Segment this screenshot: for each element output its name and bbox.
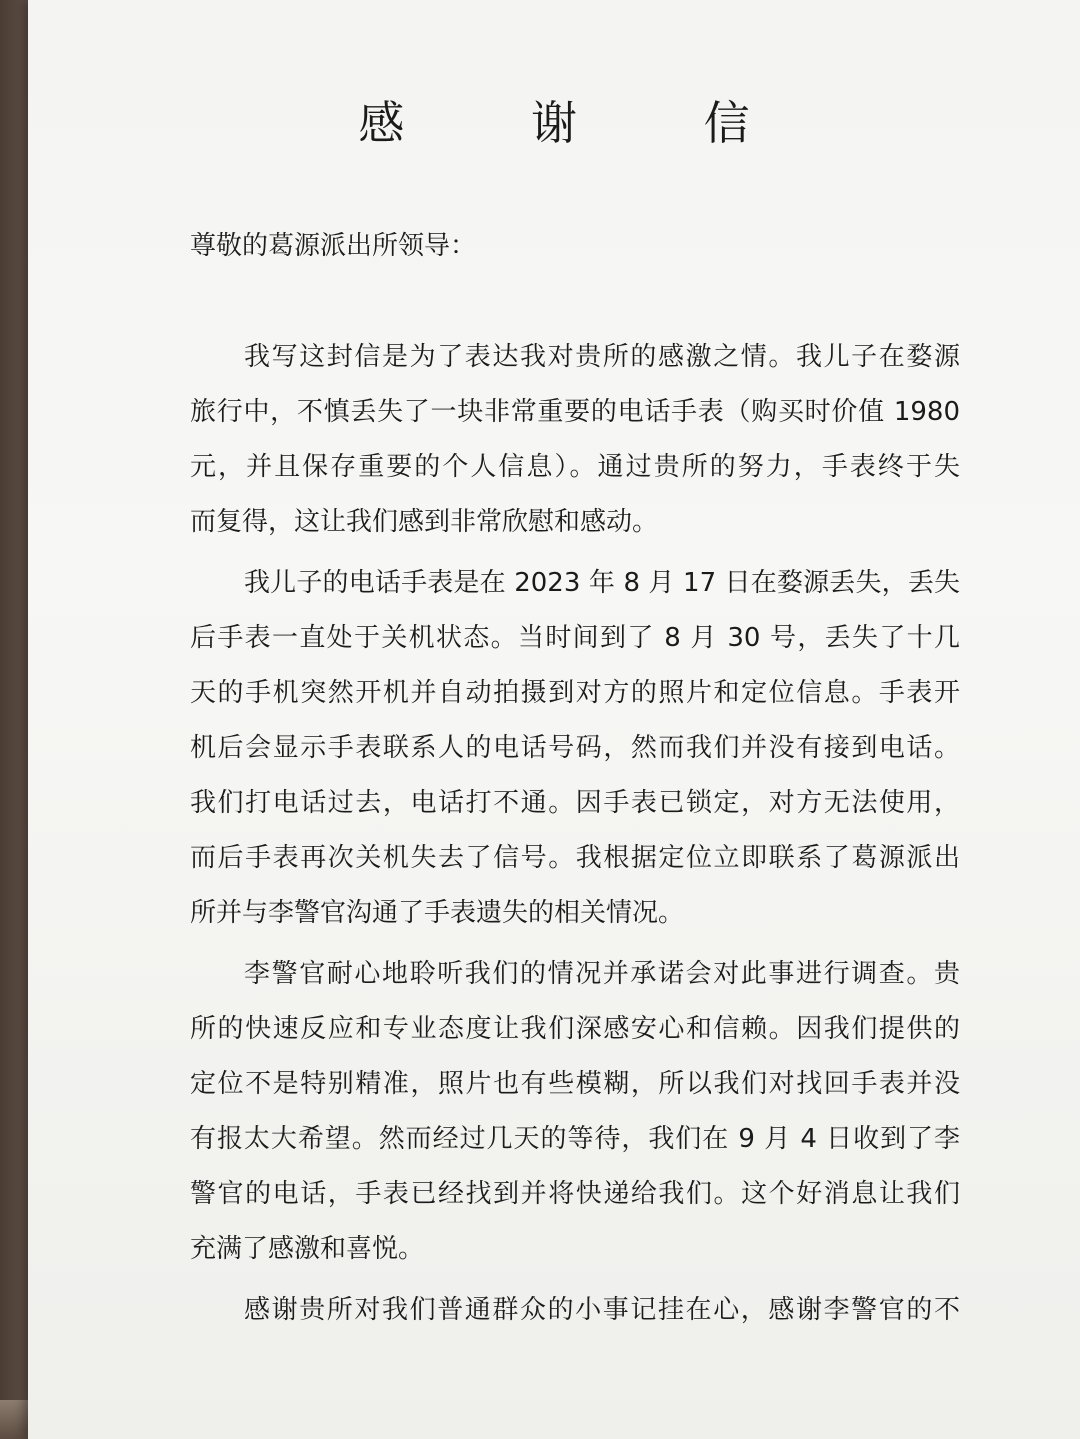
paragraph (190, 947, 960, 1277)
text-line: 后手表一直处于关机状态。当时间到了 8 月 30 号，丢失了十几 (190, 623, 960, 653)
text-line: 旅行中，不慎丢失了一块非常重要的电话手表（购买时价值 1980 (190, 397, 960, 427)
paragraph (190, 556, 960, 941)
letter-body (190, 330, 960, 1338)
text-line: 我写这封信是为了表达我对贵所的感激之情。我儿子在婺源 (244, 342, 960, 372)
text-line: 我儿子的电话手表是在 2023 年 8 月 17 日在婺源丢失，丢失 (244, 568, 960, 598)
text-line: 我们打电话过去，电话打不通。因手表已锁定，对方无法使用， (190, 788, 960, 818)
text-line: 所并与李警官沟通了手表遗失的相关情况。 (190, 898, 685, 928)
text-line: 李警官耐心地聆听我们的情况并承诺会对此事进行调查。贵 (244, 959, 960, 989)
text-line: 所的快速反应和专业态度让我们深感安心和信赖。因我们提供的 (190, 1014, 960, 1044)
text-line: 而复得，这让我们感到非常欣慰和感动。 (190, 507, 659, 537)
text-line: 元，并且保存重要的个人信息）。通过贵所的努力，手表终于失 (190, 452, 960, 482)
text-line: 感谢贵所对我们普通群众的小事记挂在心，感谢李警官的不 (244, 1295, 960, 1325)
paragraph (190, 330, 960, 550)
text-line: 机后会显示手表联系人的电话号码，然而我们并没有接到电话。 (190, 733, 960, 763)
text-line: 充满了感激和喜悦。 (190, 1234, 425, 1264)
text-line: 天的手机突然开机并自动拍摄到对方的照片和定位信息。手表开 (190, 678, 960, 708)
paragraph (190, 1283, 960, 1338)
letter-paper (28, 0, 1080, 1439)
text-line: 而后手表再次关机失去了信号。我根据定位立即联系了葛源派出 (190, 843, 960, 873)
letter-salutation: 尊敬的葛源派出所领导： (190, 231, 477, 261)
text-line: 定位不是特别精准，照片也有些模糊，所以我们对找回手表并没 (190, 1069, 960, 1099)
text-line: 有报太大希望。然而经过几天的等待，我们在 9 月 4 日收到了李 (190, 1124, 960, 1154)
text-line: 警官的电话，手表已经找到并将快递给我们。这个好消息让我们 (190, 1179, 960, 1209)
letter-title: 感 谢 信 (358, 96, 806, 150)
